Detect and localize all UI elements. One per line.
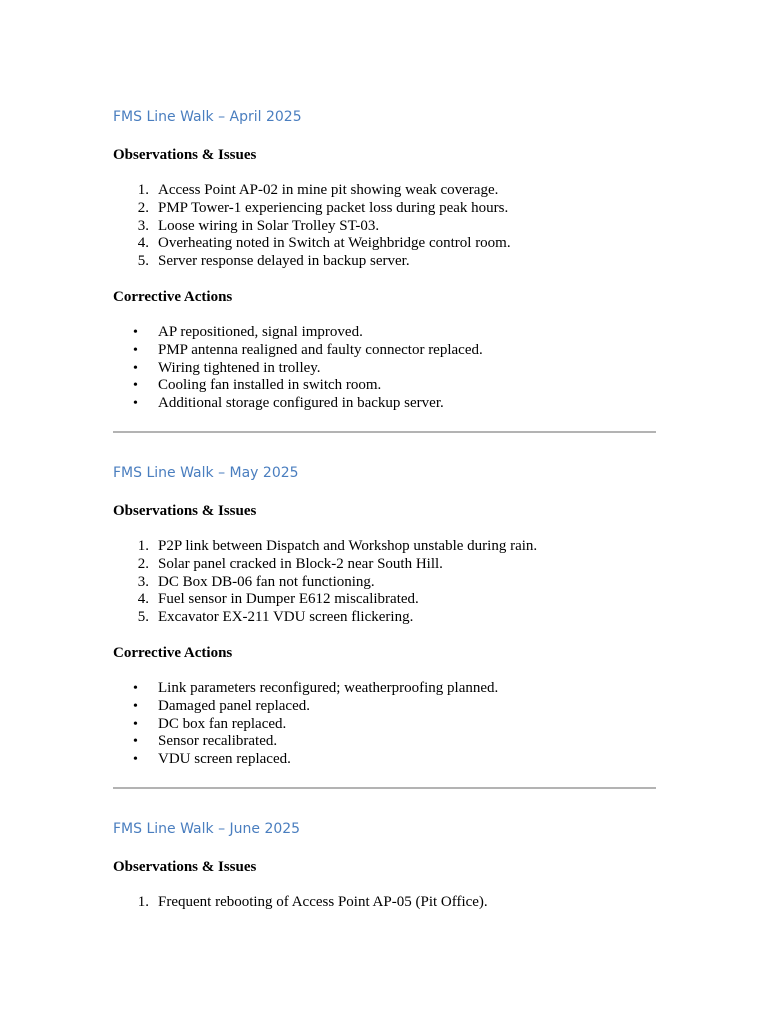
list-item [113, 716, 656, 734]
list-item-text: Loose wiring in Solar Trolley ST-03. [158, 217, 380, 234]
list-item [113, 698, 656, 716]
bullet-icon: • [133, 378, 138, 394]
list-item [113, 609, 656, 627]
list-number: 2. [137, 555, 149, 572]
bullet-icon: • [133, 324, 138, 340]
bullet-icon: • [133, 680, 138, 696]
list-item-text: Overheating noted in Switch at Weighbridge control room. [158, 235, 511, 252]
list-item-text: Server response delayed in backup server. [158, 253, 410, 270]
list-item [113, 360, 656, 378]
corrective-actions-list [113, 324, 656, 413]
bullet-icon: • [133, 342, 138, 358]
corrective-actions-list [113, 680, 656, 769]
list-item-text: P2P link between Dispatch and Workshop unstable during rain. [158, 537, 538, 554]
bullet-icon: • [133, 734, 138, 750]
list-item-text: Excavator EX-211 VDU screen flickering. [158, 609, 414, 626]
observations-list [113, 182, 656, 271]
list-item-text: Wiring tightened in trolley. [158, 359, 321, 376]
bullet-icon: • [133, 360, 138, 376]
list-number: 4. [137, 235, 149, 252]
list-item [113, 574, 656, 592]
list-number: 5. [137, 609, 149, 626]
list-item-text: DC Box DB-06 fan not functioning. [158, 573, 375, 590]
list-number: 3. [137, 573, 149, 590]
list-item-text: Access Point AP-02 in mine pit showing weak coverage. [158, 182, 499, 198]
list-item-text: PMP antenna realigned and faulty connector replaced. [158, 341, 483, 358]
list-item [113, 395, 656, 413]
section-title-june: FMS Line Walk – June 2025 [113, 820, 301, 837]
observations-heading: Observations & Issues [113, 147, 257, 163]
document-page [113, 108, 656, 912]
corrective-actions-heading: Corrective Actions [113, 288, 233, 305]
list-number: 2. [137, 199, 149, 216]
list-item-text: Additional storage configured in backup server. [158, 395, 444, 412]
list-item [113, 556, 656, 574]
list-item [113, 324, 656, 342]
list-item-text: Solar panel cracked in Block-2 near South Hill. [158, 555, 443, 572]
list-item [113, 235, 656, 253]
list-item [113, 342, 656, 360]
list-number: 1. [137, 893, 149, 910]
list-item [113, 182, 656, 200]
list-item [113, 680, 656, 698]
list-item [113, 377, 656, 395]
list-item [113, 733, 656, 751]
section-title-april: FMS Line Walk – April 2025 [113, 109, 302, 125]
bullet-icon: • [133, 698, 138, 714]
corrective-actions-heading: Corrective Actions [113, 644, 233, 661]
observations-heading: Observations & Issues [113, 502, 257, 519]
list-item [113, 218, 656, 236]
list-item [113, 751, 656, 769]
list-item-text: DC box fan replaced. [158, 715, 287, 732]
list-item-text: PMP Tower-1 experiencing packet loss during peak hours. [158, 199, 509, 216]
list-number: 1. [137, 182, 149, 198]
list-item [113, 538, 656, 556]
list-number: 5. [137, 253, 149, 270]
list-item-text: Fuel sensor in Dumper E612 miscalibrated. [158, 591, 419, 608]
list-item-text: Damaged panel replaced. [158, 697, 310, 714]
list-item [113, 200, 656, 218]
list-item [113, 591, 656, 609]
bullet-icon: • [133, 716, 138, 732]
observations-list [113, 894, 656, 912]
list-item [113, 253, 656, 271]
list-item-text: Link parameters reconfigured; weatherproofing planned. [158, 679, 499, 696]
observations-heading: Observations & Issues [113, 858, 257, 875]
list-number: 3. [137, 217, 149, 234]
list-number: 1. [137, 537, 149, 554]
list-number: 4. [137, 591, 149, 608]
list-item-text: Frequent rebooting of Access Point AP-05 (Pit Office). [158, 893, 488, 910]
list-item [113, 894, 656, 912]
list-item-text: Cooling fan installed in switch room. [158, 377, 382, 394]
list-item-text: Sensor recalibrated. [158, 733, 278, 750]
list-item-text: AP repositioned, signal improved. [158, 323, 363, 340]
observations-list [113, 538, 656, 627]
bullet-icon: • [133, 396, 138, 412]
section-title-may: FMS Line Walk – May 2025 [113, 464, 299, 481]
bullet-icon: • [133, 752, 138, 768]
list-item-text: VDU screen replaced. [158, 751, 291, 768]
